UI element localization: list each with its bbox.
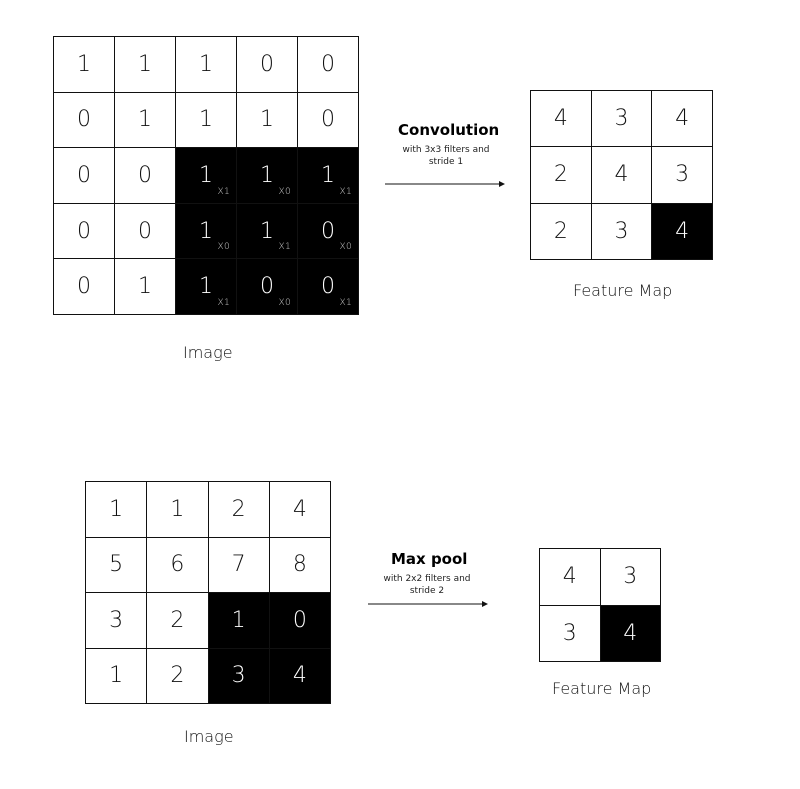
- filter-weight-label: X0: [278, 186, 291, 197]
- cell-value: 1: [77, 51, 91, 77]
- cell-value: 0: [77, 107, 91, 133]
- grid-cell: [54, 204, 114, 259]
- maxpool-subtitle-line2: stride 2: [409, 586, 445, 596]
- cell-value: 0: [260, 274, 274, 300]
- cell-value: 0: [321, 274, 335, 300]
- grid-cell: [86, 538, 146, 593]
- grid-cell: [54, 259, 114, 314]
- cell-value: 0: [321, 51, 335, 77]
- grid-cell: [176, 148, 236, 203]
- cell-value: 1: [199, 162, 213, 188]
- convolution-feature-map-grid: [530, 90, 713, 260]
- cell-value: 3: [231, 663, 246, 689]
- cell-value: 1: [199, 218, 213, 244]
- cell-value: 0: [321, 107, 335, 133]
- filter-weight-label: X1: [339, 186, 352, 197]
- cell-value: 0: [292, 607, 307, 633]
- cell-value: 3: [562, 620, 577, 646]
- maxpool-feature-map-label: Feature Map: [552, 679, 652, 698]
- cell-value: 7: [231, 552, 246, 578]
- convolution-subtitle-line1: with 3x3 filters and: [402, 145, 490, 155]
- grid-cell: [86, 482, 146, 537]
- grid-cell: [592, 204, 652, 259]
- grid-cell: [54, 93, 114, 148]
- cell-value: 2: [553, 218, 568, 244]
- grid-cell: [147, 649, 207, 704]
- grid-cell: [601, 606, 661, 662]
- cell-value: 5: [109, 552, 124, 578]
- cell-value: 4: [614, 162, 629, 188]
- grid-cell: [54, 148, 114, 203]
- right-arrow-icon: [368, 598, 488, 610]
- grid-cell: [531, 147, 591, 202]
- cell-value: 1: [109, 663, 124, 689]
- grid-cell: [176, 259, 236, 314]
- grid-cell: [147, 482, 207, 537]
- grid-cell: [592, 91, 652, 146]
- cell-value: 2: [553, 162, 568, 188]
- grid-cell: [115, 204, 175, 259]
- grid-cell: [531, 204, 591, 259]
- cell-value: 4: [675, 218, 690, 244]
- cell-value: 4: [623, 620, 638, 646]
- grid-cell: [54, 37, 114, 92]
- grid-cell: [270, 593, 330, 648]
- convolution-image-label: Image: [183, 343, 233, 362]
- grid-cell: [147, 538, 207, 593]
- grid-cell: [237, 204, 297, 259]
- grid-cell: [531, 91, 591, 146]
- cell-value: 3: [109, 607, 124, 633]
- convolution-input-image-grid: [53, 36, 359, 315]
- grid-cell: [237, 37, 297, 92]
- grid-cell: [115, 148, 175, 203]
- cell-value: 4: [292, 496, 307, 522]
- cell-value: 1: [260, 218, 274, 244]
- grid-cell: [86, 593, 146, 648]
- cell-value: 1: [199, 274, 213, 300]
- filter-weight-label: X0: [278, 297, 291, 308]
- cell-value: 1: [260, 107, 274, 133]
- grid-cell: [298, 93, 358, 148]
- cell-value: 0: [260, 51, 274, 77]
- grid-cell: [298, 204, 358, 259]
- cell-value: 2: [170, 663, 185, 689]
- filter-weight-label: X0: [217, 242, 230, 253]
- maxpool-input-image-grid: [85, 481, 331, 704]
- convolution-subtitle-line2: stride 1: [428, 157, 464, 167]
- filter-weight-label: X1: [278, 242, 291, 253]
- grid-cell: [115, 259, 175, 314]
- grid-cell: [115, 93, 175, 148]
- cell-value: 0: [321, 218, 335, 244]
- grid-cell: [540, 549, 600, 605]
- grid-cell: [237, 148, 297, 203]
- grid-cell: [115, 37, 175, 92]
- grid-cell: [298, 259, 358, 314]
- grid-cell: [176, 204, 236, 259]
- grid-cell: [147, 593, 207, 648]
- cell-value: 0: [138, 218, 152, 244]
- filter-weight-label: X1: [217, 297, 230, 308]
- maxpool-title: Max pool: [391, 550, 468, 568]
- grid-cell: [237, 93, 297, 148]
- filter-weight-label: X1: [339, 297, 352, 308]
- grid-cell: [270, 482, 330, 537]
- cell-value: 1: [170, 496, 185, 522]
- right-arrow-icon: [385, 178, 505, 190]
- maxpool-feature-map-grid: [539, 548, 661, 662]
- grid-cell: [298, 148, 358, 203]
- filter-weight-label: X1: [217, 186, 230, 197]
- cell-value: 1: [138, 51, 152, 77]
- grid-cell: [298, 37, 358, 92]
- convolution-feature-map-label: Feature Map: [573, 281, 673, 300]
- cell-value: 3: [614, 218, 629, 244]
- grid-cell: [270, 649, 330, 704]
- cell-value: 1: [321, 162, 335, 188]
- grid-cell: [209, 649, 269, 704]
- grid-cell: [601, 549, 661, 605]
- cell-value: 8: [292, 552, 307, 578]
- cell-value: 1: [231, 607, 246, 633]
- cell-value: 4: [553, 106, 568, 132]
- cell-value: 3: [675, 162, 690, 188]
- convolution-title: Convolution: [398, 121, 500, 139]
- grid-cell: [209, 538, 269, 593]
- cell-value: 1: [138, 274, 152, 300]
- cell-value: 1: [199, 107, 213, 133]
- grid-cell: [176, 37, 236, 92]
- grid-cell: [652, 91, 712, 146]
- cell-value: 1: [138, 107, 152, 133]
- cell-value: 0: [77, 274, 91, 300]
- grid-cell: [652, 147, 712, 202]
- cell-value: 3: [623, 564, 638, 590]
- grid-cell: [592, 147, 652, 202]
- cell-value: 0: [77, 218, 91, 244]
- maxpool-image-label: Image: [184, 727, 234, 746]
- grid-cell: [86, 649, 146, 704]
- cell-value: 1: [260, 162, 274, 188]
- cell-value: 1: [109, 496, 124, 522]
- grid-cell: [540, 606, 600, 662]
- cell-value: 2: [231, 496, 246, 522]
- cell-value: 2: [170, 607, 185, 633]
- filter-weight-label: X0: [339, 242, 352, 253]
- maxpool-subtitle-line1: with 2x2 filters and: [383, 574, 471, 584]
- cell-value: 0: [77, 162, 91, 188]
- grid-cell: [270, 538, 330, 593]
- cell-value: 4: [562, 564, 577, 590]
- cell-value: 1: [199, 51, 213, 77]
- grid-cell: [209, 593, 269, 648]
- grid-cell: [652, 204, 712, 259]
- cell-value: 0: [138, 162, 152, 188]
- grid-cell: [209, 482, 269, 537]
- cell-value: 6: [170, 552, 185, 578]
- grid-cell: [176, 93, 236, 148]
- cell-value: 4: [292, 663, 307, 689]
- cell-value: 3: [614, 106, 629, 132]
- grid-cell: [237, 259, 297, 314]
- cell-value: 4: [675, 106, 690, 132]
